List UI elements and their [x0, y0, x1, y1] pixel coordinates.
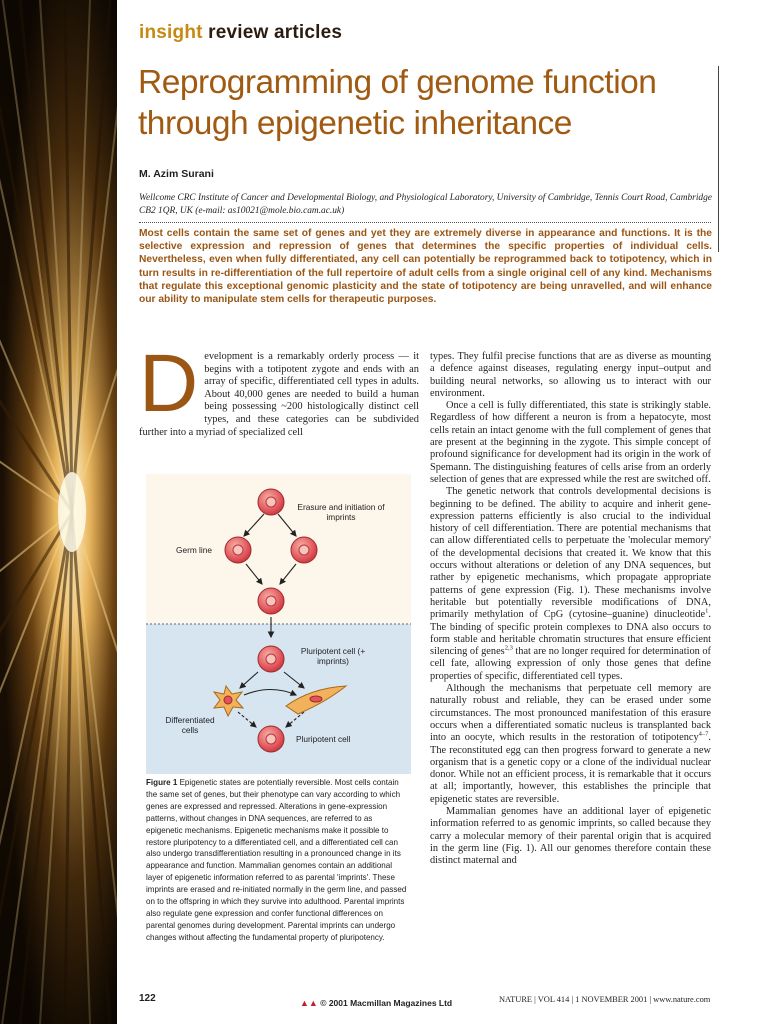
paragraph-4-text-a: Although the mechanisms that perpetuate cell memory are naturally robust and reliable, they can be erased under some circumstances. The most pronounced manifestation of this erasure occurs when a differentiated somatic nucleus is transplanted back into an oocyte, which results in the restoration of totipotency — [430, 683, 711, 744]
journal-footer: NATURE | VOL 414 | 1 NOVEMBER 2001 | www.nature.com — [499, 995, 711, 1004]
caption-label: Figure 1 — [146, 778, 178, 787]
reference-2-3: 2,3 — [504, 644, 513, 652]
label-pluripotent-imprints: Pluripotent cell (+ imprints) — [300, 646, 366, 666]
right-column — [430, 351, 711, 867]
author-affiliation: Wellcome CRC Institute of Cancer and Developmental Biology, and Physiological Laboratory, University of Cambridge, Tennis Court Road, Cambridge CB2 1QR, UK (e-mail: as10021@mole.bio.cam.ac.uk) — [139, 193, 712, 216]
lead-paragraph — [139, 338, 419, 439]
copyright — [300, 998, 452, 1008]
paragraph-3-text-b: . The binding of specific protein complexes to DNA also occurs to form stable and heritable chromatin structures that ensure efficient silencing of genes — [430, 609, 711, 658]
decorative-side-strip — [0, 0, 117, 1024]
figure-caption — [146, 777, 410, 997]
label-differentiated-cells: Differentiated cells — [165, 715, 215, 735]
cell-germ-left — [225, 537, 251, 563]
paragraph-1: types. They fulfil precise functions that are as diverse as mounting a defence against diseases, regulating energy input–output and building neural networks, so allowing us to interact with our environment. — [430, 351, 711, 399]
page-number: 122 — [139, 993, 156, 1004]
cell-top — [258, 489, 284, 515]
reference-1: 1 — [705, 607, 709, 615]
paragraph-5: Mammalian genomes have an additional layer of epigenetic information referred to as genomic imprints, so called because they carry a molecular memory of their parental origin that is acquired in the germ line (Fig. 1). All our genomes therefore contain these distinct maternal and — [430, 805, 711, 867]
author-name: M. Azim Surani — [139, 168, 214, 180]
kicker-text: review articles — [208, 22, 343, 43]
label-erasure: Erasure and initiation of imprints — [297, 502, 385, 522]
kicker-highlight: insight — [139, 22, 203, 43]
vertical-divider — [718, 66, 719, 252]
cell-middle — [258, 588, 284, 614]
figure-1-diagram — [146, 474, 411, 774]
cell-pluripotent-bottom — [258, 726, 284, 752]
paragraph-4-text-b: . The reconstituted egg can then progress forward to generate a new organism that is a genetic copy or a clone of the individual nuclear donor. While not an efficient process, it is remarkable that it occurs at all; importantly, however, this establishes the principle that epigenetic states are reversible. — [430, 732, 711, 805]
article-title: Reprogramming of genome function through epigenetic inheritance — [138, 64, 657, 142]
copyright-text: © 2001 Macmillan Magazines Ltd — [320, 998, 453, 1008]
abstract: Most cells contain the same set of genes and yet they are extremely diverse in appearance and functions. It is the selective expression and repression of genes that determines the specific properties of individual cells. Nevertheless, even when fully differentiated, any cell can potentially be reprogrammed back to totipotency, which in turn results in re-differentiation of the full repertoire of adult cells from a single original cell of any kind. Mechanisms that regulate this exceptional genomic plasticity and the state of totipotency are being unravelled, and will enhance our ability to manipulate stem cells for therapeutic purposes. — [139, 228, 712, 306]
reference-4-7: 4–7 — [698, 730, 709, 738]
paragraph-4 — [430, 683, 711, 806]
section-kicker — [139, 22, 342, 44]
caption-text: Epigenetic states are potentially reversible. Most cells contain the same set of genes, but their phenotype can vary according to which genes are expressed and repressed. Alterations in gene-expression patterns, without changes in DNA sequences, are referred to as epigenetic mechanisms. Epigenetic mechanisms make it possible to restore pluripotency to a differentiated cell, and a differentiated cell can also undergo transdifferentiation resulting in a pronounced change in its appearance and function. Mammalian genomes contain an additional layer of epigenetic information referred to as parental 'imprints'. These imprints are erased and re-initiated normally in the germ line, and passed on to the offspring in which they survive into adulthood. Parental imprints also regulate gene expression and confer functional differences on parental genomes during development. Parental imprints can undergo changes without affecting the fundamental property of pluripotency. — [146, 778, 407, 942]
cell-germ-right — [291, 537, 317, 563]
lead-text: evelopment is a remarkably orderly process — it begins with a totipotent zygote and ends with an array of specific, differentiated cell types in adults. About 40,000 genes are needed to build a human being possessing ~200 histologically distinct cell types, and these categories can be subdivided further into a myriad of specialized cell — [139, 351, 419, 438]
golden-abstract-pattern — [0, 0, 117, 1024]
paragraph-2: Once a cell is fully differentiated, this state is strikingly stable. Regardless of how different a neuron is from a hepatocyte, most cells retain an intact genome with the full complement of genes that are present at the beginning in the zygote. This simple concept of profound significance for development had its origin in the work of Spemann. The distinguishing features of cells arise from an orderly selection of genes that are expressed while the rest are switched off. — [430, 400, 711, 485]
paragraph-3-text-a: The genetic network that controls developmental decisions is beginning to be defined. The ability to acquire and inherit gene-expression patterns efficiently is also crucial to the individual history of cell differentiation. There are potential mechanisms that can allow differentiated cells to perpetuate the 'molecular memory' of the developmental decisions that created it. We know that this occurs without alterations or deletion of any DNA sequences, but rather by epigenetic mechanisms, which propagate appropriate patterns of gene expression (Fig. 1). These mechanisms involve heritable but potentially reversible modifications of DNA, primarily methylation of CpG (cytosine–guanine) dinucleotide — [430, 486, 711, 621]
paragraph-3 — [430, 486, 711, 683]
label-germ-line: Germ line — [176, 545, 212, 555]
label-pluripotent-cell: Pluripotent cell — [296, 734, 351, 744]
cell-pluripotent-imprints — [258, 646, 284, 672]
dotted-divider — [139, 222, 711, 223]
paragraph-3-text-c: that are no longer required for determination of cell fate, allowing expression of only those genes that define properties of specific, differentiated cell types. — [430, 646, 711, 682]
drop-cap: D — [139, 338, 199, 429]
publisher-logo-icon: ▲▲ — [300, 998, 318, 1008]
